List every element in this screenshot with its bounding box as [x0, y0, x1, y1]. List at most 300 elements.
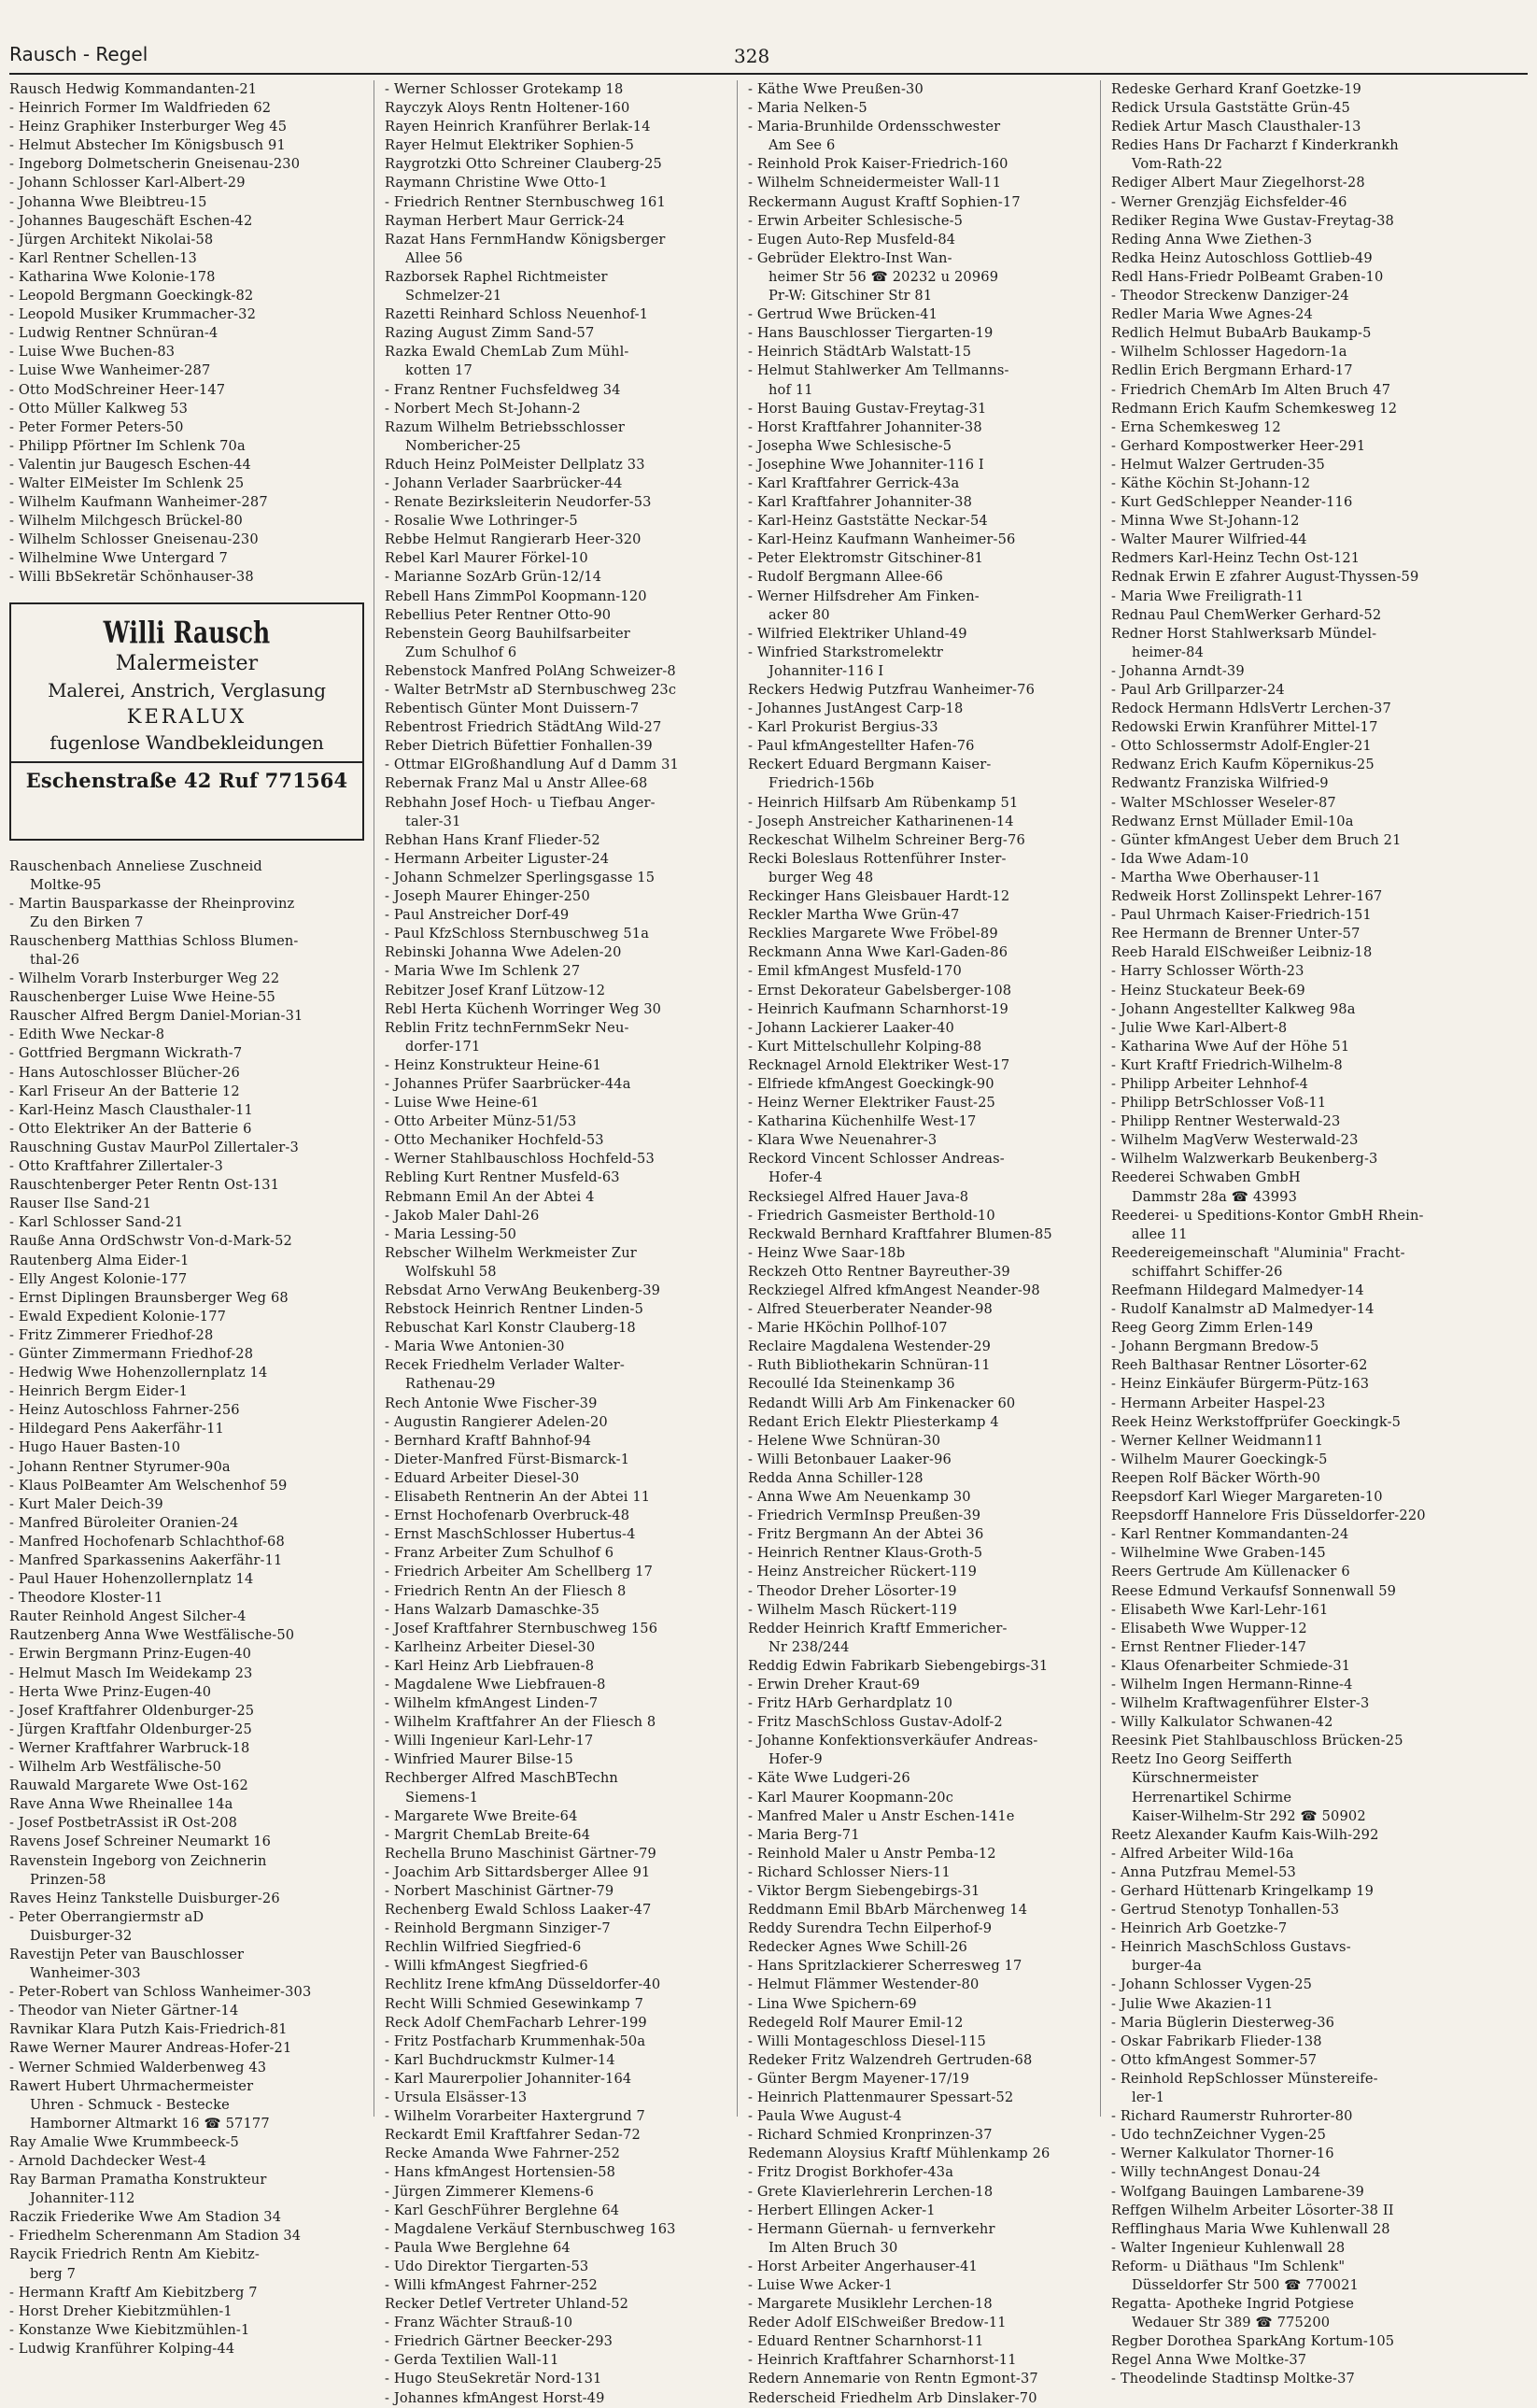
- directory-entry: - Margarete Wwe Breite-64: [385, 1807, 578, 1824]
- directory-entry-continuation: Düsseldorfer Str 500 ☎ 770021: [1132, 2276, 1359, 2293]
- directory-entry: Rebitzer Josef Kranf Lützow-12: [385, 982, 606, 999]
- directory-entry: Rauschenbach Anneliese Zuschneid: [9, 857, 262, 874]
- directory-entry: Redda Anna Schiller-128: [748, 1469, 924, 1486]
- directory-entry: - Wilhelm Maurer Goeckingk-5: [1111, 1451, 1328, 1467]
- directory-entry: - Elfriede kfmAngest Goeckingk-90: [748, 1075, 994, 1092]
- directory-entry: - Arnold Dachdecker West-4: [9, 2153, 207, 2169]
- directory-entry: Regel Anna Wwe Moltke-37: [1111, 2352, 1307, 2369]
- directory-entry: - Johann Schmelzer Sperlingsgasse 15: [385, 869, 656, 885]
- directory-entry: - Gertrud Stenotyp Tonhallen-53: [1111, 1902, 1340, 1919]
- directory-entry: - Johanna Arndt-39: [1111, 662, 1245, 679]
- directory-entry-continuation: acker 80: [768, 606, 830, 623]
- column-1: [9, 80, 369, 2357]
- directory-entry: - Maria Wwe Antonien-30: [385, 1339, 565, 1355]
- directory-entry: - Otto Elektriker An der Batterie 6: [9, 1120, 252, 1137]
- directory-entry: - Fritz MaschSchloss Gustav-Adolf-2: [748, 1714, 1003, 1731]
- directory-entry: - Willi Ingenieur Karl-Lehr-17: [385, 1733, 594, 1749]
- directory-entry: - Rosalie Wwe Lothringer-5: [385, 513, 578, 530]
- directory-entry: - Ludwig Rentner Schnüran-4: [9, 325, 219, 342]
- directory-entry: Reddy Surendra Techn Eilperhof-9: [748, 1920, 993, 1937]
- directory-entry: - Eugen Auto-Rep Musfeld-84: [748, 231, 956, 248]
- directory-entry: - Eduard Arbeiter Diesel-30: [385, 1469, 580, 1486]
- directory-entry: - Karl Schlosser Sand-21: [9, 1214, 184, 1231]
- directory-entry: - Walter MSchlosser Weseler-87: [1111, 794, 1336, 811]
- directory-entry: - Konstanze Wwe Kiebitzmühlen-1: [9, 2321, 250, 2338]
- directory-entry-continuation: Herrenartikel Schirme: [1132, 1789, 1292, 1806]
- directory-entry: - Helmut Abstecher Im Königsbusch 91: [9, 137, 286, 154]
- directory-entry: Reefmann Hildegard Malmedyer-14: [1111, 1282, 1364, 1298]
- directory-entry: - Heinrich StädtArb Walstatt-15: [748, 344, 972, 361]
- directory-entry: Reetz Ino Georg Seifferth: [1111, 1751, 1292, 1768]
- directory-entry: - Wilhelm Ingen Hermann-Rinne-4: [1111, 1676, 1353, 1693]
- directory-entry: - Wilhelm Schneidermeister Wall-11: [748, 175, 1002, 191]
- directory-entry: Raycik Friedrich Rentn Am Kiebitz-: [9, 2246, 260, 2263]
- directory-entry: Reederei- u Speditions-Kontor GmbH Rhein-: [1111, 1207, 1424, 1224]
- directory-entry: - Gerhard Hüttenarb Kringelkamp 19: [1111, 1883, 1375, 1899]
- directory-entry: - Gebrüder Elektro-Inst Wan-: [748, 249, 952, 266]
- directory-entry: - Helmut Masch Im Weidekamp 23: [9, 1664, 253, 1681]
- directory-entry: - Reinhold Bergmann Sinziger-7: [385, 1920, 611, 1937]
- directory-entry: Rediek Artur Masch Clausthaler-13: [1111, 119, 1361, 135]
- directory-entry: Rebstock Heinrich Rentner Linden-5: [385, 1301, 644, 1318]
- directory-entry: - Maria Nelken-5: [748, 100, 867, 117]
- directory-entry: Recek Friedhelm Verlader Walter-: [385, 1357, 625, 1374]
- directory-entry: - Erwin Bergmann Prinz-Eugen-40: [9, 1646, 252, 1663]
- directory-entry: - Elly Angest Kolonie-177: [9, 1270, 188, 1287]
- directory-entry: - Erna Schemkesweg 12: [1111, 418, 1281, 435]
- directory-entry: Ravenstein Ingeborg von Zeichnerin: [9, 1852, 267, 1869]
- directory-entry-continuation: dorfer-171: [405, 1038, 481, 1055]
- directory-entry: - Wilhelm Schlosser Gneisenau-230: [9, 531, 259, 548]
- directory-entry: - Augustin Rangierer Adelen-20: [385, 1413, 608, 1430]
- directory-entry: Rebenstein Georg Bauhilfsarbeiter: [385, 625, 630, 642]
- directory-entry: Reese Edmund Verkaufsf Sonnenwall 59: [1111, 1582, 1397, 1599]
- directory-entry: - Kurt Mittelschullehr Kolping-88: [748, 1038, 982, 1055]
- directory-entry: - Marianne SozArb Grün-12/14: [385, 569, 602, 586]
- directory-entry: Reeh Balthasar Rentner Lösorter-62: [1111, 1357, 1368, 1374]
- directory-entry: - Horst Kraftfahrer Johanniter-38: [748, 418, 982, 435]
- directory-entry: Rayman Herbert Maur Gerrick-24: [385, 212, 625, 229]
- directory-entry: Redler Maria Wwe Agnes-24: [1111, 306, 1313, 323]
- directory-entry: Redmann Erich Kaufm Schemkesweg 12: [1111, 400, 1398, 417]
- directory-entry: Redeker Fritz Walzendreh Gertruden-68: [748, 2051, 1033, 2068]
- column-4: [1111, 80, 1471, 2387]
- ad-services: Malerei, Anstrich, Verglasung: [48, 678, 326, 701]
- directory-entry: - Josephine Wwe Johanniter-116 I: [748, 456, 984, 473]
- directory-entry: - Karl Kraftfahrer Gerrick-43a: [748, 475, 960, 491]
- directory-entry: Redweik Horst Zollinspekt Lehrer-167: [1111, 888, 1383, 905]
- directory-entry: - Alfred Arbeiter Wild-16a: [1111, 1845, 1294, 1862]
- directory-entry: - Luise Wwe Buchen-83: [9, 344, 176, 361]
- directory-entry: - Willi Betonbauer Laaker-96: [748, 1451, 952, 1467]
- directory-entry: - Johann Schlosser Vygen-25: [1111, 1976, 1313, 1993]
- directory-entry: Rebmann Emil An der Abtei 4: [385, 1188, 595, 1205]
- directory-entry: - Rudolf Kanalmstr aD Malmedyer-14: [1111, 1301, 1375, 1318]
- directory-entry: - Maria Lessing-50: [385, 1225, 517, 1242]
- directory-entry: - Karl-Heinz Gaststätte Neckar-54: [748, 513, 988, 530]
- directory-entry: - Ludwig Kranführer Kolping-44: [9, 2340, 235, 2357]
- directory-entry: - Helmut Flämmer Westender-80: [748, 1976, 980, 1993]
- directory-entry: Recklies Margarete Wwe Fröbel-89: [748, 926, 998, 942]
- directory-entry: - Elisabeth Wwe Wupper-12: [1111, 1620, 1307, 1636]
- directory-entry: Reddmann Emil BbArb Märchenweg 14: [748, 1902, 1028, 1919]
- directory-entry: Rebinski Johanna Wwe Adelen-20: [385, 944, 622, 961]
- directory-entry: - Willi kfmAngest Fahrner-252: [385, 2276, 598, 2293]
- directory-entry: Redemann Aloysius Kraftf Mühlenkamp 26: [748, 2146, 1051, 2162]
- directory-entry: Recoullé Ida Steinenkamp 36: [748, 1376, 955, 1393]
- directory-entry: Reckermann August Kraftf Sophien-17: [748, 193, 1021, 210]
- directory-entry: - Jürgen Zimmerer Klemens-6: [385, 2183, 594, 2200]
- directory-entry: Razing August Zimm Sand-57: [385, 325, 595, 342]
- directory-entry: - Heinz Stuckateur Beek-69: [1111, 982, 1305, 999]
- directory-entry: - Edith Wwe Neckar-8: [9, 1027, 165, 1043]
- directory-entry: - Winfried Maurer Bilse-15: [385, 1751, 573, 1768]
- directory-entry: - Fritz Postfacharb Krummenhak-50a: [385, 2033, 646, 2049]
- directory-entry: Reetz Alexander Kaufm Kais-Wilh-292: [1111, 1826, 1379, 1843]
- directory-entry: Reffgen Wilhelm Arbeiter Lösorter-38 II: [1111, 2202, 1394, 2218]
- directory-entry: - Margarete Musiklehr Lerchen-18: [748, 2296, 993, 2313]
- directory-entry: Rebsdat Arno VerwAng Beukenberg-39: [385, 1282, 661, 1298]
- directory-entry: - Maria Büglerin Diesterweg-36: [1111, 2014, 1335, 2031]
- directory-entry: - Heinz Anstreicher Rückert-119: [748, 1564, 978, 1580]
- directory-entry-continuation: burger Weg 48: [768, 869, 874, 885]
- directory-entry: Reers Gertrude Am Küllenacker 6: [1111, 1564, 1350, 1580]
- directory-entry: Raymann Christine Wwe Otto-1: [385, 175, 608, 191]
- directory-entry: - Walter BetrMstr aD Sternbuschweg 23c: [385, 682, 677, 698]
- directory-entry: Redegeld Rolf Maurer Emil-12: [748, 2014, 964, 2031]
- directory-entry: - Wilhelm Kraftfahrer An der Fliesch 8: [385, 1714, 656, 1731]
- directory-entry: Redies Hans Dr Facharzt f Kinderkrankh: [1111, 137, 1399, 154]
- directory-entry-continuation: Rathenau-29: [405, 1376, 496, 1393]
- directory-entry: - Ernst Diplingen Braunsberger Weg 68: [9, 1289, 289, 1306]
- running-head: Rausch - Regel: [9, 43, 148, 65]
- column-1-after-ad: [9, 857, 369, 2359]
- directory-entry: - Ingeborg Dolmetscherin Gneisenau-230: [9, 156, 301, 173]
- directory-entry-continuation: ler-1: [1132, 2089, 1165, 2106]
- directory-entry: Reepsdorf Karl Wieger Margareten-10: [1111, 1489, 1383, 1506]
- directory-entry: - Helmut Walzer Gertruden-35: [1111, 456, 1325, 473]
- directory-entry: - Paul Hauer Hohenzollernplatz 14: [9, 1571, 254, 1588]
- directory-entry: - Elisabeth Wwe Karl-Lehr-161: [1111, 1601, 1329, 1618]
- directory-entry: Rebhan Hans Kranf Flieder-52: [385, 831, 600, 848]
- directory-entry: Reckord Vincent Schlosser Andreas-: [748, 1151, 1005, 1168]
- directory-entry: Reckwald Bernhard Kraftfahrer Blumen-85: [748, 1225, 1052, 1242]
- directory-entry: - Harry Schlosser Wörth-23: [1111, 963, 1304, 980]
- directory-entry: - Karl Heinz Arb Liebfrauen-8: [385, 1657, 595, 1674]
- directory-entry: Rechella Bruno Maschinist Gärtner-79: [385, 1845, 656, 1862]
- directory-entry: Redwantz Franziska Wilfried-9: [1111, 775, 1329, 792]
- directory-entry: Reddig Edwin Fabrikarb Siebengebirgs-31: [748, 1657, 1049, 1674]
- ad-tagline: fugenlose Wandbekleidungen: [49, 730, 324, 754]
- directory-entry: - Philipp Arbeiter Lehnhof-4: [1111, 1075, 1308, 1092]
- directory-entry: Recht Willi Schmied Gesewinkamp 7: [385, 1995, 644, 2012]
- directory-entry: Reding Anna Wwe Ziethen-3: [1111, 231, 1313, 248]
- directory-entry: - Werner Kalkulator Thorner-16: [1111, 2146, 1334, 2162]
- directory-entry: - Hans Bauschlosser Tiergarten-19: [748, 325, 994, 342]
- directory-entry: Raygrotzki Otto Schreiner Clauberg-25: [385, 156, 662, 173]
- directory-entry: Reckler Martha Wwe Grün-47: [748, 907, 960, 924]
- directory-entry: Ravestijn Peter van Bauschlosser: [9, 1946, 245, 1962]
- directory-entry: Rawe Werner Maurer Andreas-Hofer-21: [9, 2040, 292, 2057]
- directory-entry: Redandt Willi Arb Am Finkenacker 60: [748, 1395, 1016, 1411]
- directory-entry: - Karl Maurerpolier Johanniter-164: [385, 2070, 632, 2087]
- directory-entry: Redant Erich Elektr Pliesterkamp 4: [748, 1413, 999, 1430]
- directory-entry-continuation: thal-26: [30, 952, 80, 968]
- directory-entry: - Ottmar ElGroßhandlung Auf d Damm 31: [385, 757, 679, 773]
- directory-entry: Rawert Hubert Uhrmachermeister: [9, 2077, 254, 2094]
- directory-entry: - Jakob Maler Dahl-26: [385, 1207, 540, 1224]
- directory-entry: Recki Boleslaus Rottenführer Inster-: [748, 850, 1007, 867]
- directory-entry: - Johann Schlosser Karl-Albert-29: [9, 175, 246, 191]
- directory-entry: Reckziegel Alfred kfmAngest Neander-98: [748, 1282, 1040, 1298]
- directory-entry: - Franz Wächter Strauß-10: [385, 2315, 573, 2331]
- directory-entry: Redwanz Ernst Müllader Emil-10a: [1111, 813, 1354, 829]
- directory-entry: - Friedrich ChemArb Im Alten Bruch 47: [1111, 381, 1391, 398]
- directory-entry: - Alfred Steuerberater Neander-98: [748, 1301, 993, 1318]
- directory-entry: Reckzeh Otto Rentner Bayreuther-39: [748, 1263, 1010, 1280]
- directory-entry: - Werner Kraftfahrer Warbruck-18: [9, 1739, 250, 1756]
- directory-entry-continuation: Prinzen-58: [30, 1871, 106, 1888]
- directory-entry: Reedereigemeinschaft "Aluminia" Fracht-: [1111, 1244, 1405, 1261]
- directory-entry: - Oskar Fabrikarb Flieder-138: [1111, 2033, 1322, 2049]
- directory-entry: - Marie HKöchin Pollhof-107: [748, 1320, 948, 1337]
- directory-entry: - Johanne Konfektionsverkäufer Andreas-: [748, 1733, 1038, 1749]
- directory-entry: - Luise Wwe Heine-61: [385, 1095, 540, 1112]
- directory-entry: Rayer Helmut Elektriker Sophien-5: [385, 137, 635, 154]
- directory-entry: - Klaus PolBeamter Am Welschenhof 59: [9, 1477, 288, 1494]
- directory-entry: Ravnikar Klara Putzh Kais-Friedrich-81: [9, 2021, 288, 2038]
- directory-entry: Reeb Harald ElSchweißer Leibniz-18: [1111, 944, 1373, 961]
- directory-entry: - Heinrich Kaufmann Scharnhorst-19: [748, 1000, 1008, 1017]
- directory-entry: Rebbe Helmut Rangierarb Heer-320: [385, 531, 642, 548]
- directory-entry: - Wolfgang Bauingen Lambarene-39: [1111, 2183, 1364, 2200]
- directory-entry: Rederscheid Friedhelm Arb Dinslaker-70: [748, 2389, 1037, 2406]
- directory-entry: - Hermann Arbeiter Liguster-24: [385, 850, 610, 867]
- directory-entry: - Willi BbSekretär Schönhauser-38: [9, 569, 254, 586]
- directory-entry: - Fritz Drogist Borkhofer-43a: [748, 2164, 954, 2181]
- directory-entry: - Heinrich Kraftfahrer Scharnhorst-11: [748, 2352, 1017, 2369]
- directory-entry: - Margrit ChemLab Breite-64: [385, 1826, 591, 1843]
- directory-entry: - Franz Arbeiter Zum Schulhof 6: [385, 1545, 614, 1562]
- directory-entry-continuation: Johanniter-112: [30, 2190, 135, 2207]
- directory-entry: Reek Heinz Werkstoffprüfer Goeckingk-5: [1111, 1413, 1402, 1430]
- directory-entry: - Hedwig Wwe Hohenzollernplatz 14: [9, 1365, 268, 1381]
- directory-entry: - Josef PostbetrAssist iR Ost-208: [9, 1815, 238, 1832]
- directory-entry: - Otto Mechaniker Hochfeld-53: [385, 1132, 604, 1149]
- directory-entry: Rech Antonie Wwe Fischer-39: [385, 1395, 598, 1411]
- directory-entry: - Karl Rentner Kommandanten-24: [1111, 1526, 1349, 1543]
- directory-entry: - Walter Maurer Wilfried-44: [1111, 531, 1307, 548]
- directory-entry: - Maria Berg-71: [748, 1826, 860, 1843]
- directory-entry: - Hugo Hauer Basten-10: [9, 1439, 181, 1456]
- directory-entry: Redmers Karl-Heinz Techn Ost-121: [1111, 550, 1361, 567]
- directory-entry: - Otto Arbeiter Münz-51/53: [385, 1113, 577, 1130]
- directory-entry: Redick Ursula Gaststätte Grün-45: [1111, 100, 1350, 117]
- directory-entry: - Werner Grenzjäg Eichsfelder-46: [1111, 193, 1347, 210]
- directory-entry-continuation: Nombericher-25: [405, 437, 521, 454]
- directory-entry: Reckmann Anna Wwe Karl-Gaden-86: [748, 944, 1008, 961]
- directory-entry: - Johann Rentner Styrumer-90a: [9, 1458, 231, 1475]
- directory-entry: - Gerda Textilien Wall-11: [385, 2352, 559, 2369]
- directory-entry: Redern Annemarie von Rentn Egmont-37: [748, 2371, 1038, 2387]
- directory-entry: Rautenberg Alma Eider-1: [9, 1252, 190, 1268]
- directory-entry: - Valentin jur Baugesch Eschen-44: [9, 456, 251, 473]
- ad-brand: KERALUX: [126, 704, 247, 728]
- ad-address-phone: Eschenstraße 42 Ruf 771564: [11, 761, 362, 799]
- directory-entry: - Käte Wwe Ludgeri-26: [748, 1770, 910, 1787]
- directory-entry: Refflinghaus Maria Wwe Kuhlenwall 28: [1111, 2220, 1390, 2237]
- directory-entry: Reepen Rolf Bäcker Wörth-90: [1111, 1469, 1321, 1486]
- directory-entry: - Maria-Brunhilde Ordensschwester: [748, 119, 1001, 135]
- directory-entry: - Heinrich Rentner Klaus-Groth-5: [748, 1545, 983, 1562]
- directory-entry: Redecker Agnes Wwe Schill-26: [748, 1939, 967, 1956]
- directory-entry: - Ursula Elsässer-13: [385, 2089, 528, 2106]
- directory-entry: - Heinrich Arb Goetzke-7: [1111, 1920, 1288, 1937]
- directory-entry-continuation: heimer-84: [1132, 644, 1205, 660]
- directory-entry: - Joachim Arb Sittardsberger Allee 91: [385, 1863, 651, 1880]
- directory-entry: - Maria Wwe Im Schlenk 27: [385, 963, 581, 980]
- directory-entry: - Norbert Maschinist Gärtner-79: [385, 1883, 614, 1899]
- directory-entry: - Jürgen Architekt Nikolai-58: [9, 231, 214, 248]
- directory-entry: Razetti Reinhard Schloss Neuenhof-1: [385, 306, 649, 323]
- directory-entry: Recksiegel Alfred Hauer Java-8: [748, 1188, 969, 1205]
- directory-entry: Rauschning Gustav MaurPol Zillertaler-3: [9, 1139, 299, 1155]
- directory-entry: - Josef Kraftfahrer Oldenburger-25: [9, 1702, 255, 1719]
- directory-entry: Rebhahn Josef Hoch- u Tiefbau Anger-: [385, 794, 656, 811]
- directory-entry: - Willy technAngest Donau-24: [1111, 2164, 1321, 2181]
- directory-entry: - Otto Müller Kalkweg 53: [9, 400, 189, 417]
- directory-entry: - Philipp BetrSchlosser Voß-11: [1111, 1095, 1327, 1112]
- directory-entry: - Erwin Dreher Kraut-69: [748, 1676, 921, 1693]
- directory-entry: - Peter Oberrangiermstr aD: [9, 1908, 204, 1925]
- directory-entry: - Richard Schmied Kronprinzen-37: [748, 2127, 993, 2144]
- directory-entry: Rebellius Peter Rentner Otto-90: [385, 606, 612, 623]
- directory-entry: - Günter Zimmermann Friedhof-28: [9, 1345, 254, 1362]
- directory-entry: Razat Hans FernmHandw Königsberger: [385, 231, 666, 248]
- directory-entry: - Richard Raumerstr Ruhrorter-80: [1111, 2108, 1353, 2125]
- directory-entry: Raczik Friederike Wwe Am Stadion 34: [9, 2209, 282, 2226]
- directory-entry: - Kurt Kraftf Friedrich-Wilhelm-8: [1111, 1056, 1343, 1073]
- directory-entry-continuation: Siemens-1: [405, 1789, 479, 1806]
- directory-entry: Reederei Schwaben GmbH: [1111, 1169, 1301, 1186]
- directory-entry: - Johannes JustAngest Carp-18: [748, 701, 964, 717]
- directory-entry: - Joseph Anstreicher Katharinenen-14: [748, 813, 1014, 829]
- directory-entry: - Walter Ingenieur Kuhlenwall 28: [1111, 2239, 1346, 2256]
- directory-entry: Reber Dietrich Büfettier Fonhallen-39: [385, 738, 653, 755]
- directory-entry: Recke Amanda Wwe Fahrner-252: [385, 2146, 621, 2162]
- directory-entry: - Karl GeschFührer Berglehne 64: [385, 2202, 620, 2218]
- directory-entry: - Emil kfmAngest Musfeld-170: [748, 963, 962, 980]
- directory-entry: Razum Wilhelm Betriebsschlosser: [385, 418, 625, 435]
- directory-entry: - Theodor Dreher Lösorter-19: [748, 1582, 957, 1599]
- directory-entry: Regatta- Apotheke Ingrid Potgiese: [1111, 2296, 1355, 2313]
- directory-entry: - Viktor Bergm Siebengebirgs-31: [748, 1883, 980, 1899]
- directory-entry: - Wilhelm Arb Westfälische-50: [9, 1759, 222, 1776]
- directory-entry: Ray Amalie Wwe Krummbeeck-5: [9, 2133, 239, 2150]
- page-header: [9, 41, 1528, 75]
- directory-entry: Redwanz Erich Kaufm Köpernikus-25: [1111, 757, 1375, 773]
- directory-entry: Ravens Josef Schreiner Neumarkt 16: [9, 1834, 272, 1850]
- directory-entry: - Maria Wwe Freiligrath-11: [1111, 588, 1304, 604]
- directory-entry: - Heinrich Bergm Eider-1: [9, 1383, 189, 1400]
- directory-entry: - Friedrich Arbeiter Am Schellberg 17: [385, 1564, 654, 1580]
- directory-entry: - Käthe Wwe Preußen-30: [748, 81, 924, 97]
- directory-entry: Redlin Erich Bergmann Erhard-17: [1111, 362, 1353, 379]
- directory-entry: Rediger Albert Maur Ziegelhorst-28: [1111, 175, 1365, 191]
- directory-entry: Redner Horst Stahlwerksarb Mündel-: [1111, 625, 1377, 642]
- directory-entry: - Johann Bergmann Bredow-5: [1111, 1339, 1319, 1355]
- directory-entry: - Reinhold Maler u Anstr Pemba-12: [748, 1845, 996, 1862]
- directory-entry: Rauser Ilse Sand-21: [9, 1196, 152, 1212]
- directory-entry: Rayen Heinrich Kranführer Berlak-14: [385, 119, 651, 135]
- directory-entry-continuation: taler-31: [405, 813, 461, 829]
- directory-entry: - Werner Stahlbauschloss Hochfeld-53: [385, 1151, 655, 1168]
- directory-entry: Rauße Anna OrdSchwstr Von-d-Mark-52: [9, 1233, 292, 1250]
- directory-entry: - Friedrich Rentn An der Fliesch 8: [385, 1582, 627, 1599]
- directory-entry: - Käthe Köchin St-Johann-12: [1111, 475, 1311, 491]
- column-2: [385, 80, 744, 2406]
- directory-entry-continuation: Moltke-95: [30, 876, 102, 893]
- directory-entry: - Hildegard Pens Aakerfähr-11: [9, 1421, 224, 1438]
- directory-entry: - Paul Anstreicher Dorf-49: [385, 907, 570, 924]
- directory-entry: - Wilhelm Masch Rückert-119: [748, 1601, 957, 1618]
- directory-entry: - Karl-Heinz Masch Clausthaler-11: [9, 1101, 253, 1118]
- directory-entry: - Herta Wwe Prinz-Eugen-40: [9, 1683, 212, 1700]
- directory-entry: Reckert Eduard Bergmann Kaiser-: [748, 757, 992, 773]
- directory-entry: - Manfred Sparkassenins Aakerfähr-11: [9, 1552, 283, 1568]
- directory-entry: - Theodor Streckenw Danziger-24: [1111, 288, 1349, 305]
- ad-trade: Malermeister: [115, 651, 259, 675]
- directory-entry: - Udo Direktor Tiergarten-53: [385, 2258, 589, 2274]
- directory-entry: Razka Ewald ChemLab Zum Mühl-: [385, 344, 629, 361]
- directory-entry: Reform- u Diäthaus "Im Schlenk": [1111, 2258, 1346, 2274]
- directory-entry: - Ewald Expedient Kolonie-177: [9, 1308, 227, 1324]
- directory-entry-continuation: Wolfskuhl 58: [405, 1263, 497, 1280]
- directory-entry: - Wilhelm MagVerw Westerwald-23: [1111, 1132, 1359, 1149]
- directory-entry: - Hans Walzarb Damaschke-35: [385, 1601, 600, 1618]
- directory-entry: Reck Adolf ChemFacharb Lehrer-199: [385, 2014, 647, 2031]
- directory-entry: - Manfred Hochofenarb Schlachthof-68: [9, 1533, 285, 1550]
- directory-entry-continuation: Pr-W: Gitschiner Str 81: [768, 288, 933, 305]
- directory-entry: Rauschtenberger Peter Rentn Ost-131: [9, 1177, 280, 1194]
- directory-entry-continuation: Wanheimer-303: [30, 1965, 141, 1982]
- directory-entry: - Heinz Werner Elektriker Faust-25: [748, 1095, 995, 1112]
- ad-business-name: Willi Rausch: [103, 614, 271, 650]
- directory-entry: - Josepha Wwe Schlesische-5: [748, 437, 952, 454]
- directory-entry: Rechlin Wilfried Siegfried-6: [385, 1939, 582, 1956]
- directory-entry-continuation: Am See 6: [768, 137, 836, 154]
- directory-entry: - Wilhelmine Wwe Untergard 7: [9, 550, 228, 567]
- directory-entry: Rebenstock Manfred PolAng Schweizer-8: [385, 662, 676, 679]
- directory-entry-continuation: Hofer-4: [768, 1169, 823, 1186]
- directory-entry: - Grete Klavierlehrerin Lerchen-18: [748, 2183, 994, 2200]
- directory-entry: - Julie Wwe Akazien-11: [1111, 1995, 1274, 2012]
- directory-entry: - Martha Wwe Oberhauser-11: [1111, 869, 1321, 885]
- directory-entry: - Hans kfmAngest Hortensien-58: [385, 2164, 616, 2181]
- directory-entry: - Richard Schlosser Niers-11: [748, 1863, 951, 1880]
- directory-entry: - Hermann Güernah- u fernverkehr: [748, 2220, 995, 2237]
- directory-entry: - Norbert Mech St-Johann-2: [385, 400, 581, 417]
- directory-entry: - Paul kfmAngestellter Hafen-76: [748, 738, 975, 755]
- directory-entry: - Helene Wwe Schnüran-30: [748, 1432, 941, 1449]
- directory-entry: - Helmut Stahlwerker Am Tellmanns-: [748, 362, 1009, 379]
- directory-entry: Redeske Gerhard Kranf Goetzke-19: [1111, 81, 1361, 97]
- directory-entry: Rechenberg Ewald Schloss Laaker-47: [385, 1902, 652, 1919]
- directory-entry: - Hermann Arbeiter Haspel-23: [1111, 1395, 1326, 1411]
- directory-entry: - Heinz Graphiker Insterburger Weg 45: [9, 119, 288, 135]
- directory-entry: - Otto kfmAngest Sommer-57: [1111, 2051, 1318, 2068]
- directory-entry: - Horst Dreher Kiebitzmühlen-1: [9, 2302, 233, 2319]
